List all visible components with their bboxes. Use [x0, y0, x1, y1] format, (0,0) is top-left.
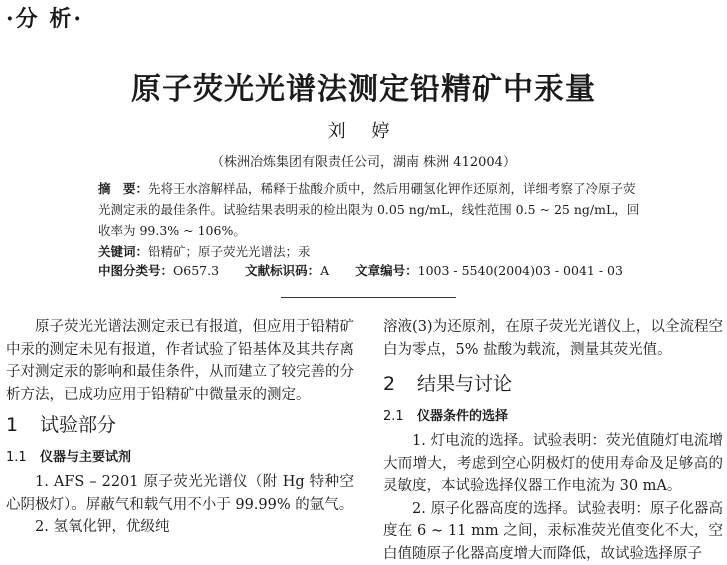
article-number-value: 1003 - 5540(2004)03 - 0041 - 03	[418, 263, 623, 278]
continued-paragraph: 溶液(3)为还原剂，在原子荧光光谱仪上，以全流程空白为零点，5% 盐酸为载流，测量其荧光值。	[383, 316, 723, 361]
affiliation: （株洲冶炼集团有限责任公司，湖南 株洲 412004）	[0, 151, 727, 170]
clc-label: 中图分类号：	[98, 263, 173, 278]
keywords-paragraph	[98, 241, 643, 262]
subsection-title: 仪器与主要试剂	[40, 450, 131, 465]
paper-title: 原子荧光光谱法测定铅精矿中汞量	[0, 64, 727, 108]
lamp-current-paragraph: 1. 灯电流的选择。试验表明：荧光值随灯电流增大而增大，考虑到空心阴极灯的使用寿命及足够高的灵敏度，本试验选择仪器工作电流为 30 mA。	[383, 430, 723, 498]
section-tag: ·分 析·	[6, 2, 83, 33]
abstract-block	[98, 178, 643, 262]
left-column	[6, 316, 354, 539]
subsection-number: 2.1	[383, 406, 417, 429]
subsection-heading-1-1	[6, 447, 354, 470]
intro-paragraph: 原子荧光光谱法测定汞已有报道，但应用于铅精矿中汞的测定未见有报道，作者试验了铅基体及其共存离子对测定汞的影响和最佳条件，从而建立了较完善的分析方法，已成功应用于铅精矿中微量汞的测定。	[6, 316, 354, 406]
section-title: 试验部分	[40, 414, 116, 436]
abstract-text: 先将王水溶解样品，稀释于盐酸介质中，然后用硼氢化钾作还原剂，详细考察了冷原子荧光测定汞的最佳条件。试验结果表明汞的检出限为 0.05 ng/mL，线性范围 0.5 ~ 25 ng/mL，回收率为 99.3% ~ 106%。	[98, 181, 639, 238]
section-number: 1	[6, 414, 40, 437]
subsection-number: 1.1	[6, 447, 40, 470]
abstract-paragraph	[98, 178, 643, 241]
keywords-label: 关键词：	[98, 244, 148, 259]
clc-value: O657.3	[173, 263, 219, 278]
section-heading-1	[6, 414, 354, 437]
right-column	[383, 316, 723, 565]
subsection-heading-2-1	[383, 406, 723, 429]
section-number: 2	[383, 373, 417, 396]
reagent-item-2: 2. 氢氧化钾，优级纯	[6, 516, 354, 539]
subsection-title: 仪器条件的选择	[417, 409, 508, 424]
doc-code-value: A	[320, 263, 329, 278]
instrument-item-1: 1. AFS – 2201 原子荧光光谱仪（附 Hg 特种空心阴极灯）。屏蔽气和载气用不小于 99.99% 的氩气。	[6, 471, 354, 516]
abstract-label: 摘 要：	[98, 181, 148, 196]
author-name: 刘 婷	[0, 117, 727, 143]
atomizer-height-paragraph: 2. 原子化器高度的选择。试验表明：原子化器高度在 6 ~ 11 mm 之间，汞标准荧光值变化不大，空白值随原子化器高度增大而降低，故试验选择原子	[383, 498, 723, 565]
article-number-label: 文章编号：	[355, 263, 418, 278]
section-heading-2	[383, 373, 723, 396]
doc-code-label: 文献标识码：	[245, 263, 320, 278]
section-title: 结果与讨论	[417, 373, 512, 395]
classification-line	[98, 261, 623, 279]
header-divider	[281, 297, 456, 298]
keywords-text: 铅精矿；原子荧光光谱法；汞	[148, 244, 311, 259]
